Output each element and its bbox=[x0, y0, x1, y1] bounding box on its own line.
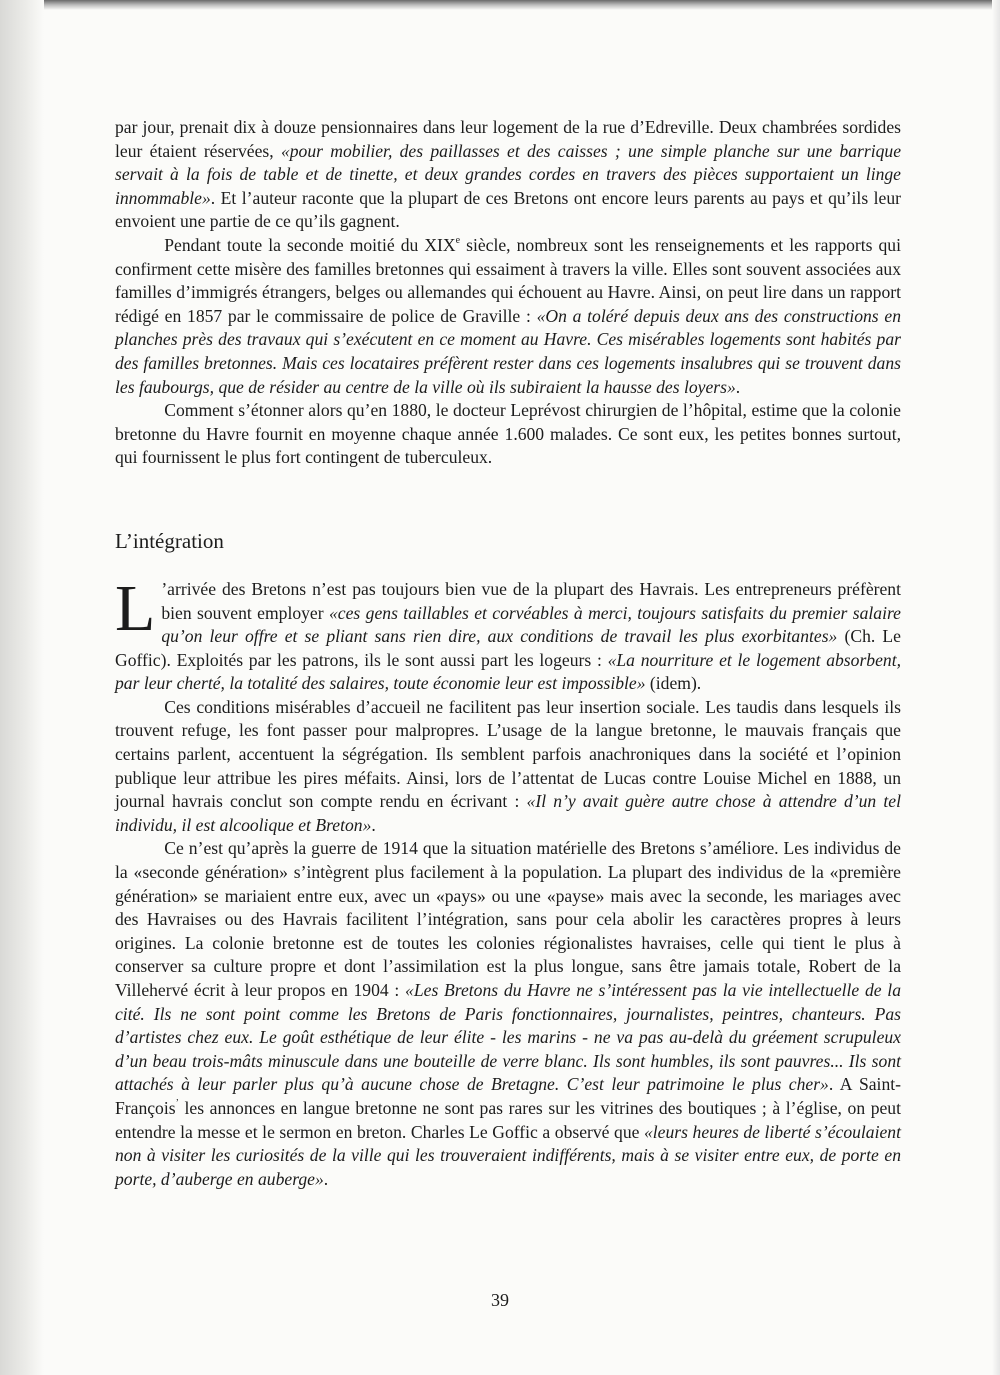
scan-right-edge bbox=[992, 0, 1000, 1375]
paragraph-text: . bbox=[735, 376, 741, 397]
paragraph-text: Pendant toute la seconde moitié du XIX bbox=[164, 234, 456, 255]
paragraph-2 bbox=[115, 234, 901, 399]
quotation: «ces gens taillables et corvéables à merci, toujours satisfaits du premier salaire qu’on leur offre et se pliant sans rien dire, aux conditions de travail les plus exorbitantes» bbox=[161, 602, 901, 647]
quotation: «La nourriture et le logement absorbent, par leur cherté, la totalité des salaires, toute économie leur est impossible» bbox=[115, 649, 901, 694]
paragraph-3: Comment s’étonner alors qu’en 1880, le docteur Leprévost chirurgien de l’hôpital, estime que la colonie bretonne du Havre fournit en moyenne chaque année 1.600 malades. Ce sont eux, les petites bonnes surtout, qui fournissent le plus fort contingent de tuberculeux. bbox=[115, 400, 901, 468]
quotation: «Il n’y avait guère autre chose à attendre d’un tel individu, il est alcoolique et Breton» bbox=[115, 791, 901, 835]
paragraph-6 bbox=[115, 837, 901, 1191]
quotation: «pour mobilier, des paillasses et des caisses ; une simple planche sur une barrique servait à la fois de table et de tinette, et deux grandes cordes en travers des pièces supportaient un linge innommable» bbox=[115, 140, 901, 208]
scan-top-edge bbox=[0, 0, 1000, 10]
paragraph-text: Ces conditions misérables d’accueil ne facilitent pas leur insertion sociale. Les taudis dans lesquels ils trouvent refuge, les font passer pour malpropres. L’usage de la langue bretonne, le mauvais français que certains parlent, accentuent la ségrégation. Ils semblent parfois anachroniques dans la société et l’opinion publique leur attribue les pires méfaits. Ainsi, lors de l’attentat de Lucas contre Louise Michel en 1888, un journal havrais conclut son compte rendu en écrivant : bbox=[115, 696, 901, 812]
paragraph-text: . Et l’auteur raconte que la plupart de ces Bretons ont encore leurs parents au pays et qu’ils leur envoient une partie de ce qu’ils gagnent. bbox=[115, 187, 901, 232]
paragraph-text: par jour, prenait dix à douze pensionnaires dans leur logement de la rue d’Edreville. Deux chambrées sordides leur étaient réservées, bbox=[115, 117, 901, 161]
paragraph-text: Ce n’est qu’après la guerre de 1914 que la situation matérielle des Bretons s’améliore. Les individus de la «seconde génération» s’intègrent plus facilement à la population. La plupart des individus de la «première génération» se mariaient entre eux, avec un «pays» ou une «payse» mais avec la seconde, les mariages avec des Havraises ou des Havrais facilitent l’intégration, sans pour cela abolir les caractères propres à leurs origines. La colonie bretonne est de toutes les colonies régionalistes havraises, celle qui tient le plus à conserver sa culture propre et dont l’assimilation est la plus longue, sans être jamais totale, Robert de la Villehervé écrit à leur propos en 1904 : bbox=[115, 838, 901, 1000]
paragraph-4 bbox=[115, 571, 901, 696]
paragraph-text: les annonces en langue bretonne ne sont pas rares sur les vitrines des boutiques ; à l’église, on peut entendre la messe et le sermon en breton. Charles Le Goffic a observé que bbox=[115, 1097, 901, 1142]
page-body bbox=[115, 116, 901, 1191]
paragraph-text: ’arrivée des Bretons n’est pas toujours bien vue de la plupart des Havrais. Les entrepreneurs préfèrent bien souvent employer bbox=[161, 578, 901, 623]
paragraph-text: . bbox=[371, 814, 376, 835]
paragraph-text: . bbox=[323, 1168, 329, 1189]
paragraph-text: . A Saint-François bbox=[115, 1074, 901, 1118]
quotation: «leurs heures de liberté s’écoulaient non à visiter les curiosités de la ville qui les trouveraient indifférents, mais à se visiter entre eux, de porte en porte, d’auberge en auberge» bbox=[115, 1121, 901, 1189]
paragraph-text: siècle, nombreux sont les renseignements et les rapports qui confirment cette misère des familles bretonnes qui essaiment à travers la ville. Elles sont souvent associées aux familles d’immigrés étrangers, belges ou allemandes qui échouent au Havre. Ainsi, on peut lire dans un rapport rédigé en 1857 par le commissaire de police de Graville : bbox=[115, 234, 901, 326]
paragraph-1 bbox=[115, 116, 901, 234]
quotation: «On a toléré depuis deux ans des constructions en planches près des travaux qui s’exécutent en ce moment au Havre. Ces misérables logements sont habités par des familles bretonnes. Mais ces locataires préfèrent rester dans ces logements insalubres qui se trouvent dans les faubourgs, que de résider au centre de la ville où ils subiraient la hausse des loyers» bbox=[115, 305, 901, 397]
scan-binding-shadow bbox=[0, 0, 44, 1375]
page-number: 39 bbox=[491, 1290, 509, 1310]
footnote-mark: ’ bbox=[175, 1097, 179, 1109]
section-heading: L’intégration bbox=[115, 528, 224, 553]
paragraph-text: (Ch. Le Goffic). Exploités par les patrons, ils le sont aussi part les logeurs : bbox=[115, 626, 901, 670]
drop-cap: L bbox=[115, 571, 156, 645]
paragraph-5 bbox=[115, 696, 901, 838]
quotation: «Les Bretons du Havre ne s’intéressent pas la vie intellectuelle de la cité. Ils ne sont point comme les Bretons de Paris fonctionnaires, journalistes, peintres, chanteurs. Pas d’artistes chez eux. Le goût esthétique de leur élite - les marins - ne va pas au-delà du gréement scrupuleux d’un beau trois-mâts minuscule dans une bouteille de verre blanc. Ils sont humbles, ils sont pauvres... Ils sont attachés à leur parler plus qu’à aucune chose de Bretagne. C’est leur patrimoine le plus cher» bbox=[115, 980, 901, 1095]
paragraph-text: (idem). bbox=[645, 673, 702, 694]
superscript: e bbox=[455, 234, 461, 246]
